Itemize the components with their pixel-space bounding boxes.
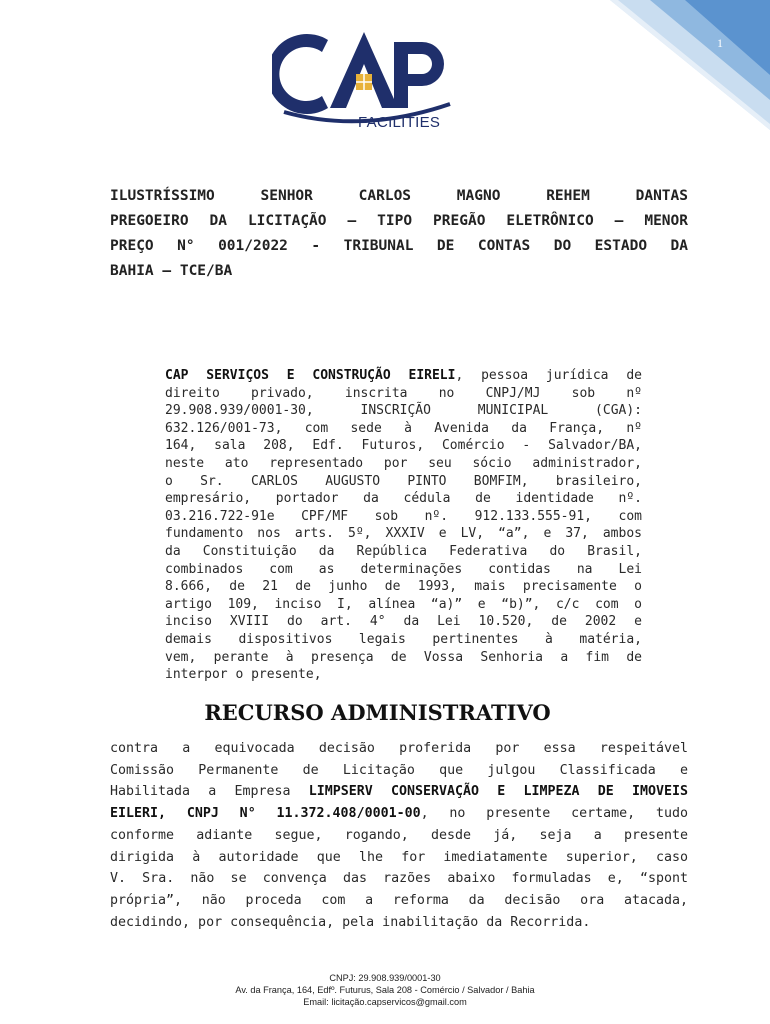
page-number: 1 bbox=[717, 36, 723, 50]
body-line: contra a equivocada decisão proferida por essa respeitável bbox=[110, 741, 688, 756]
qualification-line: combinados com as determinações contidas na Lei bbox=[165, 561, 642, 577]
heading-line: BAHIA – TCE/BA bbox=[110, 263, 233, 279]
footer-cnpj: CNPJ: 29.908.939/0001-30 bbox=[329, 973, 441, 983]
qualification-line: 03.216.722-91e CPF/MF sob nº. 912.133.555-91, com bbox=[165, 508, 642, 524]
qualification-line: inciso XVIII do art. 4° da Lei 10.520, de 2002 e bbox=[165, 614, 642, 630]
qualification-line: 632.126/001-73, com sede à Avenida da França, nº bbox=[165, 420, 642, 436]
heading-line: PREGOEIRO DA LICITAÇÃO – TIPO PREGÃO ELETRÔNICO – MENOR bbox=[110, 213, 688, 229]
body-line: Comissão Permanente de Licitação que julgou Classificada e bbox=[110, 762, 688, 778]
body-line: V. Sra. não se convença das razões abaixo formuladas e, “spont bbox=[110, 871, 688, 887]
qualification-line: interpor o presente, bbox=[165, 667, 322, 683]
heading-line: ILUSTRÍSSIMO SENHOR CARLOS MAGNO REHEM DANTAS bbox=[110, 188, 688, 204]
body-line: conforme adiante segue, rogando, desde já, seja a presente bbox=[110, 827, 688, 843]
respondent-company-name: LIMPSERV CONSERVAÇÃO E LIMPEZA DE IMOVEIS bbox=[308, 784, 688, 800]
qualification-line: fundamento nos arts. 5º, XXXIV e LV, “a”, e 37, ambos bbox=[165, 526, 642, 542]
qualification-line: 164, sala 208, Edf. Futuros, Comércio - Salvador/BA, bbox=[165, 438, 642, 454]
qualification-line: da Constituição da República Federativa do Brasil, bbox=[165, 543, 642, 559]
heading-line: PREÇO N° 001/2022 - TRIBUNAL DE CONTAS DO ESTADO DA bbox=[110, 238, 688, 254]
qualification-line: o Sr. CARLOS AUGUSTO PINTO BOMFIM, brasileiro, bbox=[165, 473, 642, 489]
page-footer bbox=[0, 972, 770, 1008]
body-line: EILERI, CNPJ N° 11.372.408/0001-00, no presente certame, tudo bbox=[110, 806, 688, 822]
respondent-cnpj: EILERI, CNPJ N° 11.372.408/0001-00 bbox=[110, 806, 421, 822]
qualification-line: empresário, portador da cédula de identidade nº. bbox=[165, 491, 642, 507]
addressee-heading bbox=[110, 184, 688, 284]
qualification-paragraph bbox=[165, 367, 642, 684]
document-title: RECURSO ADMINISTRATIVO bbox=[204, 700, 551, 725]
body-line: dirigida à autoridade que lhe for imediatamente superior, caso bbox=[110, 849, 688, 865]
qualification-line: 29.908.939/0001-30, INSCRIÇÃO MUNICIPAL (CGA): bbox=[165, 403, 642, 419]
corner-ribbon-decoration bbox=[590, 0, 770, 130]
qualification-line: artigo 109, inciso I, alínea “a)” e “b)”, c/c com o bbox=[165, 596, 642, 612]
qualification-line: vem, perante à presença de Vossa Senhoria a fim de bbox=[165, 649, 642, 665]
body-line: decidindo, por consequência, pela inabilitação da Recorrida. bbox=[110, 914, 591, 930]
qualification-line: 8.666, de 21 de junho de 1993, mais precisamente o bbox=[165, 579, 642, 595]
logo-subtitle: FACILITIES bbox=[358, 114, 441, 131]
company-name: CAP SERVIÇOS E CONSTRUÇÃO EIRELI bbox=[165, 368, 456, 383]
footer-email: Email: licitação.capservicos@gmail.com bbox=[303, 997, 467, 1007]
body-line: Habilitada a Empresa LIMPSERV CONSERVAÇÃO E LIMPEZA DE IMOVEIS bbox=[110, 784, 688, 800]
qualification-line: CAP SERVIÇOS E CONSTRUÇÃO EIRELI, pessoa jurídica de bbox=[165, 368, 642, 383]
footer-address: Av. da França, 164, Edfº. Futurus, Sala 208 - Comércio / Salvador / Bahia bbox=[235, 985, 535, 995]
body-paragraph bbox=[110, 738, 688, 933]
qualification-line: demais dispositivos legais pertinentes à matéria, bbox=[165, 631, 642, 647]
body-line: própria”, não proceda com a reforma da decisão ora atacada, bbox=[110, 892, 688, 908]
qualification-line: direito privado, inscrita no CNPJ/MJ sob nº bbox=[165, 385, 642, 401]
qualification-line: neste ato representado por seu sócio administrador, bbox=[165, 455, 642, 471]
